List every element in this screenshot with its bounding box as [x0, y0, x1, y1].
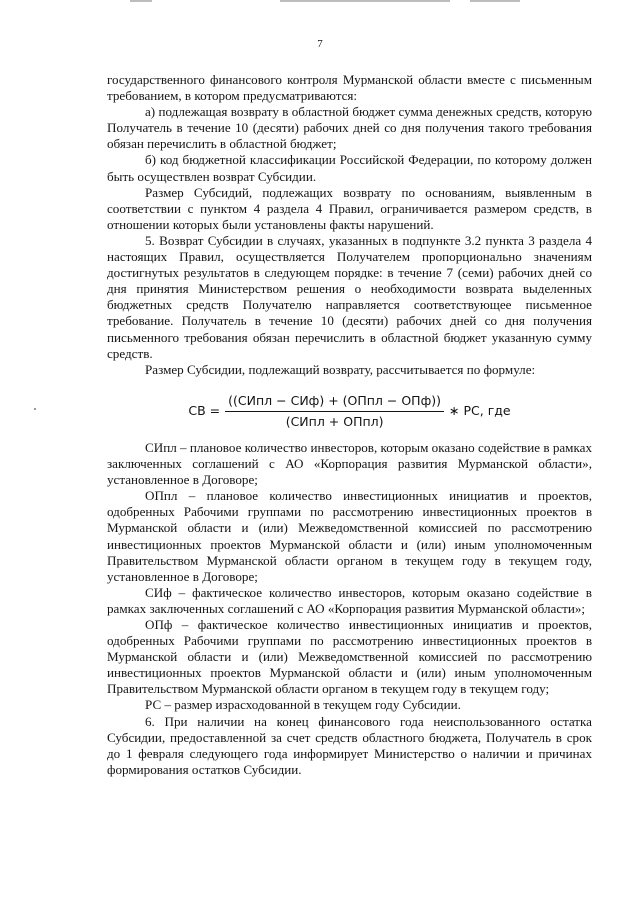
- definition-si-plan: СИпл – плановое количество инвесторов, которым оказано содействие в рамках заключенных соглашений с АО «Корпорация развития Мурманской области», установленное в Договоре;: [107, 439, 592, 488]
- formula-rhs: ∗ РС, где: [449, 403, 511, 419]
- paragraph-point-6: 6. При наличии на конец финансового года неиспользованного остатка Субсидии, предоставленной за счет средств областного бюджета, Получатель в срок до 1 февраля следующего года информирует Министерство о наличии и причинах формирования остатков Субсидии.: [107, 713, 592, 777]
- page-number: 7: [317, 38, 323, 50]
- scan-speck: [34, 408, 36, 410]
- formula-lhs: СВ =: [188, 403, 221, 419]
- formula-denominator: (СИпл + ОПпл): [285, 413, 384, 429]
- paragraph-point-5: 5. Возврат Субсидии в случаях, указанных в подпункте 3.2 пункта 3 раздела 4 настоящих Правил, осуществляется Получателем пропорционально значениям достигнутых результатов в следующем порядке: в течение 7 (семи) рабочих дней со дня принятия Министерством решения о необходимости возврата выделенных бюджетных средств Получателю направляется соответствующее письменное требование. Получатель в течение 10 (десяти) рабочих дней со дня получения письменного требования обязан перечислить в областной бюджет указанную сумму средств.: [107, 232, 592, 361]
- paragraph-item-b: б) код бюджетной классификации Российской Федерации, по которому должен быть осуществлен возврат Субсидии.: [107, 152, 592, 184]
- top-edge-mark: [280, 0, 450, 2]
- definition-op-fact: ОПф – фактическое количество инвестиционных инициатив и проектов, одобренных Рабочими группами по рассмотрению инвестиционных проектов в Мурманской области и (или) Межведомственной комиссией по рассмотрению инвестиционных проектов Мурманской области и (или) иным уполномоченным Правительством Мурманской области органом в текущем году в текущем году;: [107, 617, 592, 697]
- top-edge-mark: [130, 0, 152, 2]
- refund-formula: [107, 393, 592, 430]
- top-edge-mark: [470, 0, 520, 2]
- document-body: [107, 72, 592, 778]
- definition-si-fact: СИф – фактическое количество инвесторов, которым оказано содействие в рамках заключенных соглашений с АО «Корпорация развития Мурманской области»;: [107, 584, 592, 616]
- paragraph-continuation: государственного финансового контроля Мурманской области вместе с письменным требованием, в котором предусматриваются:: [107, 72, 592, 104]
- paragraph-formula-intro: Размер Субсидии, подлежащий возврату, рассчитывается по формуле:: [145, 361, 536, 377]
- paragraph-subsidy-limit: Размер Субсидий, подлежащих возврату по основаниям, выявленным в соответствии с пунктом 4 раздела 4 Правил, ограничивается размером средств, в отношении которых были установлены факты нарушений.: [107, 184, 592, 232]
- formula-numerator: ((СИпл − СИф) + (ОПпл − ОПф)): [225, 393, 444, 412]
- definition-op-plan: ОПпл – плановое количество инвестиционных инициатив и проектов, одобренных Рабочими группами по рассмотрению инвестиционных проектов в Мурманской области и (или) Межведомственной комиссией по рассмотрению инвестиционных проектов Мурманской области и (или) иным уполномоченным Правительством Мурманской области органом в текущем году в текущем году, установленное в Договоре;: [107, 488, 592, 584]
- paragraph-item-a: а) подлежащая возврату в областной бюджет сумма денежных средств, которую Получатель в течение 10 (десяти) рабочих дней со дня получения такого требования обязан перечислить в областной бюджет;: [107, 104, 592, 152]
- definition-rs: РС – размер израсходованной в текущем году Субсидии.: [145, 697, 461, 713]
- formula-fraction: [225, 393, 444, 430]
